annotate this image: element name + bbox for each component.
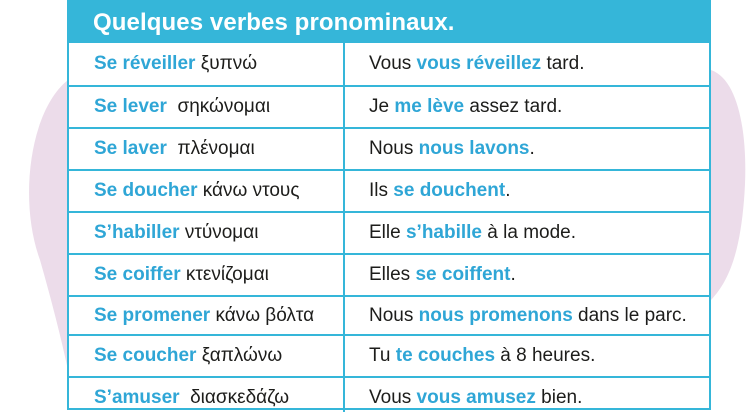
table-row [69,334,709,376]
example-pre: Vous [369,387,417,408]
verb-cell [69,297,345,334]
verb-fr: S’habiller [94,222,180,243]
verb-gr: πλένομαι [177,138,255,159]
example-pre: Elles [369,264,416,285]
example-highlight: nous promenons [418,304,573,326]
example-pre: Elle [369,222,406,243]
gap [167,138,178,160]
verb-cell [69,336,345,376]
example-cell [345,171,709,211]
verb-cell [69,255,345,295]
example-highlight: s’habille [405,222,482,243]
example-pre: Vous [369,53,417,74]
example-pre: Nous [369,138,419,159]
verb-fr: Se laver [94,138,167,159]
example-cell [345,336,709,376]
verb-fr: Se coiffer [94,264,181,285]
example-post: . [510,264,516,285]
example-highlight: se coiffent [415,264,511,285]
verb-gr: κάνω βόλτα [215,304,315,326]
verb-cell [69,87,345,127]
table-header [69,2,709,43]
verb-cell [69,213,345,253]
table-row [69,376,709,412]
verb-fr: Se lever [94,96,167,117]
verb-fr: Se réveiller [94,53,196,74]
example-post: tard. [541,53,585,74]
verb-table-card [67,0,711,410]
verb-cell [69,171,345,211]
table-row [69,211,709,253]
example-highlight: vous réveillez [416,53,542,74]
verb-cell [69,129,345,169]
gap [180,387,191,409]
table-title: Quelques verbes pronominaux. [93,8,455,36]
example-post: à 8 heures. [495,345,596,366]
verb-gr: σηκώνομαι [177,96,271,117]
verb-fr: Se coucher [94,345,197,366]
example-pre: Ils [369,180,394,201]
verb-fr: Se doucher [94,180,198,201]
table-row [69,169,709,211]
example-cell [345,213,709,253]
example-cell [345,378,709,412]
example-pre: Nous [369,304,419,326]
example-pre: Je [369,96,395,117]
example-pre: Tu [369,345,396,366]
example-cell [345,297,709,334]
example-post: bien. [535,387,583,408]
verb-cell [69,378,345,412]
gap [167,96,178,118]
table-row [69,295,709,334]
example-post: assez tard. [464,96,563,117]
example-post: . [505,180,511,201]
verb-gr: ξυπνώ [200,53,258,74]
verb-gr: κτενίζομαι [185,264,269,285]
verb-gr: κάνω ντους [202,180,300,201]
table-row [69,127,709,169]
example-post: dans le parc. [572,304,687,326]
example-cell [345,255,709,295]
example-highlight: te couches [395,345,496,366]
example-highlight: vous amusez [416,387,536,408]
example-post: à la mode. [482,222,576,243]
table-row [69,253,709,295]
verb-gr: ξαπλώνω [201,345,283,366]
example-highlight: se douchent [393,180,506,201]
example-cell [345,87,709,127]
example-cell [345,43,709,85]
example-cell [345,129,709,169]
verb-cell [69,43,345,85]
table-row [69,85,709,127]
verb-gr: ντύνομαι [184,222,259,243]
example-highlight: me lève [394,96,465,117]
verb-fr: Se promener [94,304,211,326]
verb-fr: S’amuser [94,387,180,408]
table-row [69,43,709,85]
example-highlight: nous lavons [418,138,530,159]
example-post: . [529,138,535,159]
verb-gr: διασκεδάζω [190,387,290,408]
